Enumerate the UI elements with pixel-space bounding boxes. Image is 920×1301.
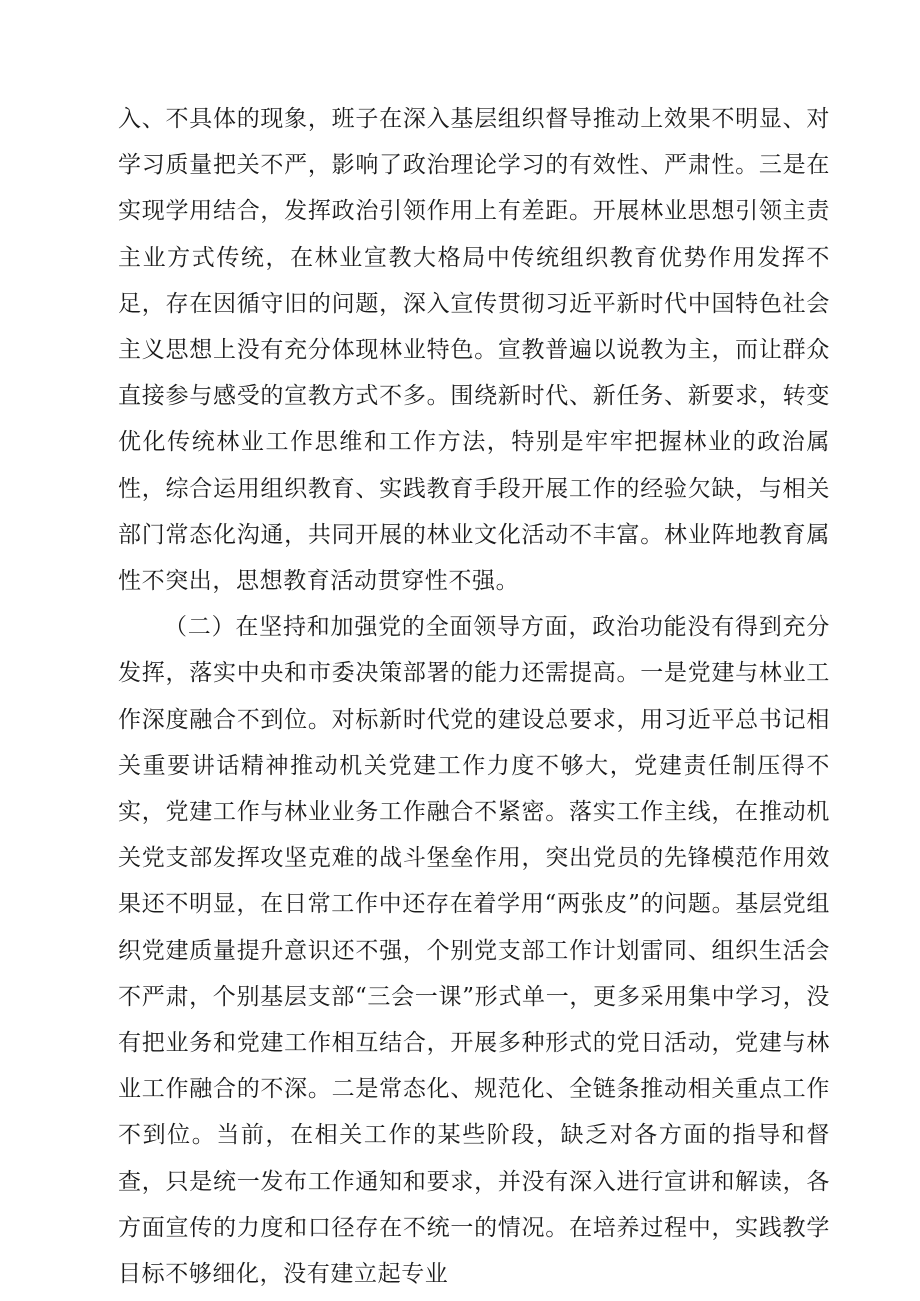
body-text <box>118 96 830 1297</box>
paragraph-continuation: 入、不具体的现象，班子在深入基层组织督导推动上效果不明显、对学习质量把关不严，影响了政治理论学习的有效性、严肃性。三是在实现学用结合，发挥政治引领作用上有差距。开展林业思想引领主责主业方式传统，在林业宣教大格局中传统组织教育优势作用发挥不足，存在因循守旧的问题，深入宣传贯彻习近平新时代中国特色社会主义思想上没有充分体现林业特色。宣教普遍以说教为主，而让群众直接参与感受的宣教方式不多。围绕新时代、新任务、新要求，转变优化传统林业工作思维和工作方法，特别是牢牢把握林业的政治属性，综合运用组织教育、实践教育手段开展工作的经验欠缺，与相关部门常态化沟通，共同开展的林业文化活动不丰富。林业阵地教育属性不突出，思想教育活动贯穿性不强。 <box>118 106 830 595</box>
paragraph-section-two: （二）在坚持和加强党的全面领导方面，政治功能没有得到充分发挥，落实中央和市委决策部署的能力还需提高。一是党建与林业工作深度融合不到位。对标新时代党的建设总要求，用习近平总书记相关重要讲话精神推动机关党建工作力度不够大，党建责任制压得不实，党建工作与林业业务工作融合不紧密。落实工作主线，在推动机关党支部发挥攻坚克难的战斗堡垒作用，突出党员的先锋模范作用效果还不明显，在日常工作中还存在着学用“两张皮”的问题。基层党组织党建质量提升意识还不强，个别党支部工作计划雷同、组织生活会不严肃，个别基层支部“三会一课”形式单一，更多采用集中学习，没有把业务和党建工作相互结合，开展多种形式的党日活动，党建与林业工作融合的不深。二是常态化、规范化、全链条推动相关重点工作不到位。当前，在相关工作的某些阶段，缺乏对各方面的指导和督查，只是统一发布工作通知和要求，并没有深入进行宣讲和解读，各方面宣传的力度和口径存在不统一的情况。在培养过程中，实践教学目标不够细化，没有建立起专业 <box>118 614 830 1288</box>
